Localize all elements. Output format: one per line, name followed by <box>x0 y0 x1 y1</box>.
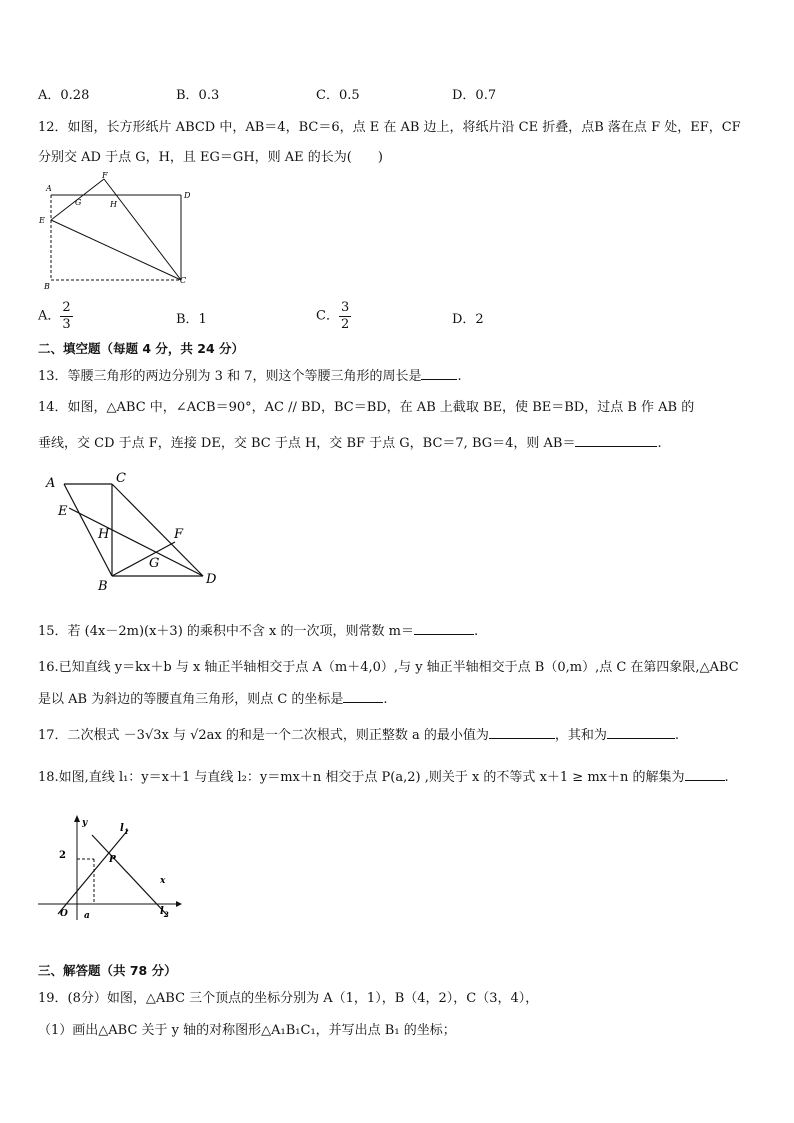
q19-line2: （1）画出△ABC 关于 y 轴的对称图形△A₁B₁C₁，并写出点 B₁ 的坐标； <box>38 1023 456 1038</box>
q17-answer-blank-1[interactable] <box>489 726 555 739</box>
q11-option-a: A．0.28 <box>38 88 90 103</box>
x-axis-arrow-icon <box>176 901 182 907</box>
section-2-title: 二、填空题（每题 4 分，共 24 分） <box>38 341 245 356</box>
q18-l2-label: $l_2$ <box>160 906 169 919</box>
q16-line2: 是以 AB 为斜边的等腰直角三角形，则点 C 的坐标是 . <box>38 692 388 707</box>
q18-text: 18.如图,直线 l₁：y＝x＋1 与直线 l₂：y＝mx＋n 相交于点 P(a,2) ,则关于 x 的不等式 x＋1 ≥ mx＋n 的解集为 . <box>38 770 729 785</box>
q14-label-g: G <box>149 556 160 571</box>
q18-axis-x-label: x <box>160 876 166 886</box>
q12-label-b: B <box>44 282 50 291</box>
q14-label-c: C <box>116 471 126 486</box>
q13-text: 13．等腰三角形的两边分别为 3 和 7，则这个等腰三角形的周长是 . <box>38 369 462 384</box>
q12-option-b: B．1 <box>176 312 207 327</box>
q18-l1-label: $l_1$ <box>120 823 129 836</box>
y-axis-arrow-icon <box>74 815 80 822</box>
q14-line1: 14．如图，△ABC 中，∠ACB＝90°，AC // BD，BC＝BD，在 AB 上截取 BE，使 BE＝BD，过点 B 作 AB 的 <box>38 400 695 415</box>
q12-figure <box>36 170 196 292</box>
q18-a-label: a <box>84 911 90 921</box>
q18-p-label: P <box>109 855 116 865</box>
q11-option-c: C．0.5 <box>316 88 360 103</box>
q12-label-d: D <box>184 191 191 200</box>
q17-text: 17．二次根式 －3√3x 与 √2ax 的和是一个二次根式，则正整数 a 的最小值为 ，其和为 . <box>38 728 680 743</box>
q14-label-e: E <box>58 504 68 519</box>
q14-figure <box>40 468 230 592</box>
q15-text: 15．若 (4x－2m)(x＋3) 的乘积中不含 x 的一次项，则常数 m＝ . <box>38 624 479 639</box>
q16-line1: 16.已知直线 y＝kx＋b 与 x 轴正半轴相交于点 A（m＋4,0）,与 y 轴正半轴相交于点 B（0,m）,点 C 在第四象限,△ABC <box>38 660 739 675</box>
q16-answer-blank[interactable] <box>343 690 383 703</box>
q12-label-e: E <box>39 216 45 225</box>
q14-answer-blank[interactable] <box>575 434 657 447</box>
q12-line1: 12．如图，长方形纸片 ABCD 中，AB＝4，BC＝6，点 E 在 AB 边上，将纸片沿 CE 折叠，点B 落在点 F 处，EF，CF <box>38 120 741 135</box>
q12-option-a: A． $\frac{2}{3}$ <box>38 300 71 332</box>
q11-option-b: B．0.3 <box>176 88 220 103</box>
q14-line2: 垂线，交 CD 于点 F，连接 DE，交 BC 于点 H，交 BF 于点 G，BC＝7, BG＝4，则 AB＝ . <box>38 436 662 451</box>
q17-answer-blank-2[interactable] <box>607 726 675 739</box>
q14-label-a: A <box>46 476 56 491</box>
q14-label-h: H <box>98 527 110 542</box>
q19-line1: 19．(8分）如图，△ABC 三个顶点的坐标分别为 A（1，1），B（4，2），C（3，4）， <box>38 991 539 1006</box>
q15-answer-blank[interactable] <box>414 622 474 635</box>
q14-label-b: B <box>98 579 108 592</box>
q13-answer-blank[interactable] <box>421 367 457 380</box>
section-3-title: 三、解答题（共 78 分） <box>38 963 177 978</box>
q12-label-g: G <box>75 198 82 207</box>
q18-figure <box>36 812 186 924</box>
q12-option-d: D．2 <box>452 312 484 327</box>
q18-origin-label: O <box>60 909 68 919</box>
q12-label-c: C <box>180 276 187 285</box>
q14-label-f: F <box>174 527 184 542</box>
q18-axis-y-label: y <box>82 818 88 828</box>
q18-two-label: 2 <box>59 850 66 861</box>
q12-option-c: C． $\frac{3}{2}$ <box>316 300 350 332</box>
q12-label-a: A <box>46 184 52 193</box>
q12-line2: 分别交 AD 于点 G，H，且 EG＝GH，则 AE 的长为( ) <box>38 150 383 165</box>
q18-answer-blank[interactable] <box>685 768 725 781</box>
q14-label-d: D <box>206 572 217 587</box>
q11-option-d: D．0.7 <box>452 88 497 103</box>
q12-label-f: F <box>102 171 108 180</box>
q12-label-h: H <box>110 200 117 209</box>
